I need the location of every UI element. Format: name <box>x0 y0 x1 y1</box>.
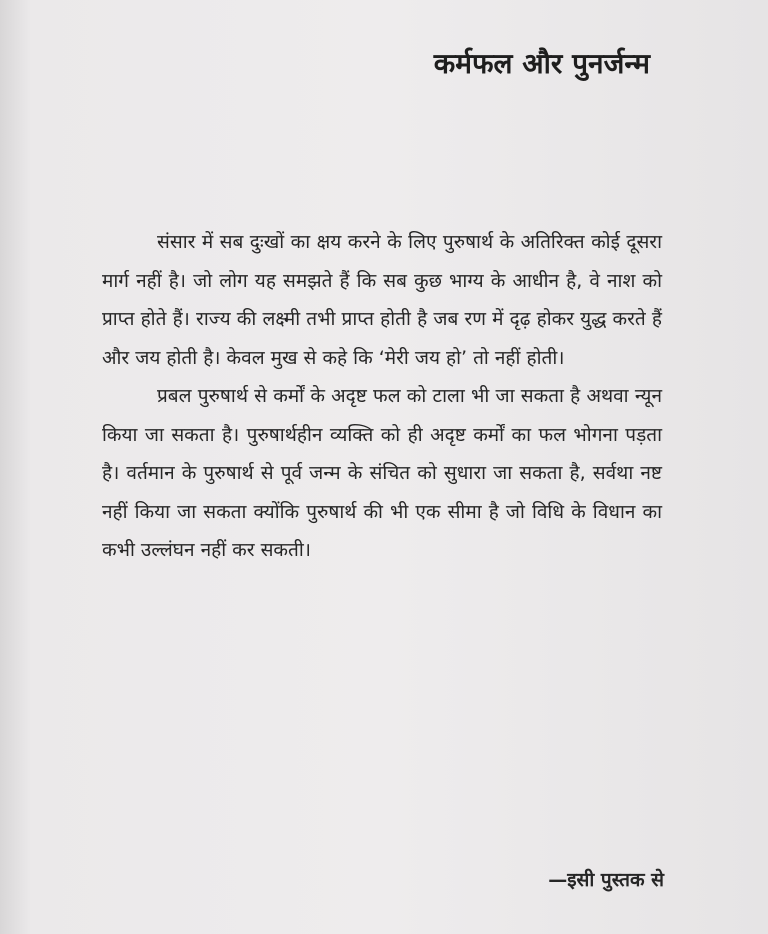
page-title: कर्मफल और पुनर्जन्म <box>433 47 650 80</box>
paragraph-2: प्रबल पुरुषार्थ से कर्मों के अदृष्ट फल को टाला भी जा सकता है अथवा न्यून किया जा सकता है। पुरुषार्थहीन व्यक्ति को ही अदृष्ट कर्मों का फल भोगना पड़ता है। वर्तमान के पुरुषार्थ से पूर्व जन्म के संचित को सुधारा जा सकता है, सर्वथा नष्ट नहीं किया जा सकता क्योंकि पुरुषार्थ की भी एक सीमा है जो विधि के विधान का कभी उल्लंघन नहीं कर सकती। <box>102 385 662 561</box>
attribution: —इसी पुस्तक से <box>548 869 664 891</box>
body-text <box>102 223 662 570</box>
paragraph-1: संसार में सब दुःखों का क्षय करने के लिए पुरुषार्थ के अतिरिक्त कोई दूसरा मार्ग नहीं है। जो लोग यह समझते हैं कि सब कुछ भाग्य के आधीन है, वे नाश को प्राप्त होते हैं। राज्य की लक्ष्मी तभी प्राप्त होती है जब रण में दृढ़ होकर युद्ध करते हैं और जय होती है। केवल मुख से कहे कि ‘मेरी जय हो’ तो नहीं होती। <box>102 231 662 369</box>
show-through-text <box>40 0 54 26</box>
